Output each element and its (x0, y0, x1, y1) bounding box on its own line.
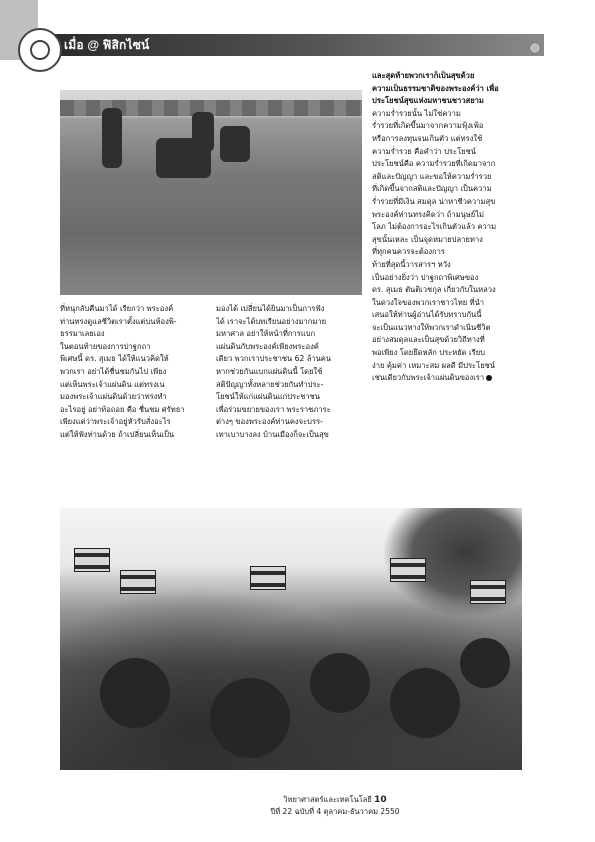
text-line: หรือการลงทุนจนเกินตัว แต่ทรงใช้ (372, 133, 483, 143)
journal-name: วิทยาศาสตร์และเทคโนโลยี (283, 795, 372, 804)
text-column-left (60, 303, 205, 442)
page-footer (270, 794, 400, 817)
text-line: ในตอนท้ายของการปาฐกถา (60, 341, 151, 351)
text-line: พระองค์ท่านทรงคิดว่า ถ้ามนุษย์ไม่ (372, 209, 485, 219)
text-line: เสนอให้ท่านผู้อ่านได้รับทราบกันนี้ (372, 310, 482, 320)
text-line: ร่ำรวยที่มีเงิน สมดุล น่าหาชีวความสุข (372, 196, 496, 206)
text-line: อะไรอยู่ อย่าท้อถอย คือ ชื่นชม ศรัทธา (60, 404, 185, 414)
text-line: เช่นเดียวกับพระเจ้าแผ่นดินของเรา (372, 372, 522, 385)
text-line: ประโยชน์สุขแห่งมหาชนชาวสยาม (372, 96, 484, 106)
text-line: เพียงแต่ว่าพระเจ้าอยู่หัวรับสั่งอะไร (60, 417, 171, 427)
flag-icon (74, 548, 110, 572)
text-line: โลภ ไม่ต้องการอะไรเกินตัวแล้ว ความ (372, 222, 497, 232)
text-line: จะเป็นแนวทางให้พวกเราดำเนินชีวิต (372, 322, 491, 332)
text-line: เป็นอย่างยิ่งว่า ปาฐกถาพิเศษของ (372, 272, 479, 282)
text-line: โยชน์ให้แก่แผ่นดินแก่ประชาชน (216, 392, 320, 402)
issue-info: ปีที่ 22 ฉบับที่ 4 ตุลาคม-ธันวาคม 2550 (270, 807, 400, 816)
text-line: พวกเรา อย่าได้ชื่นชมกันไป เพียง (60, 366, 167, 376)
flag-icon (120, 570, 156, 594)
text-line: ง่าย คุ้มค่า เหมาะสม ผลดี มีประโยชน์ (372, 360, 495, 370)
crowd-head (100, 658, 170, 728)
text-line: ดร. สุเมธ ตันติเวชกุล เกี่ยวกับในหลวง (372, 285, 496, 295)
text-line: ที่เกิดขึ้นจากสติและปัญญา เป็นความ (372, 184, 492, 194)
flag-icon (250, 566, 286, 590)
text-line: ต่างๆ ของพระองค์ท่านคงจะบรร- (216, 417, 323, 427)
text-line: ท่านทรงดูแลชีวิตเราตั้งแต่บนห้องพิ- (60, 316, 177, 326)
text-line: พิเศษนี้ ดร. สุเมธ ได้ให้แนวคิดให้ (60, 354, 169, 364)
person-figure (102, 108, 122, 168)
page-header (0, 0, 595, 60)
text-line: มองได้ เปลี่ยนได้ยินมาเป็นการฟัง (216, 304, 325, 313)
crowd-head (210, 678, 290, 758)
text-line: และสุดท้ายพวกเราก็เป็นสุขด้วย (372, 71, 475, 80)
crowd-head (390, 668, 460, 738)
text-line: พอเพียง โดยยึดหลัก ประหยัด เรียบ (372, 348, 485, 358)
text-line: แต่ให้ฟังท่านด้วย ถ้าเปลี่ยนเห็นเป็น (60, 429, 175, 439)
text-line: ความร่ำรวยนั้น ไม่ใช่ความ (372, 108, 461, 118)
header-dot-icon (529, 42, 541, 54)
text-line: ธรรมาเลยเอง (60, 329, 105, 339)
text-line: ท้ายที่สุดนี้วารสารฯ หวัง (372, 259, 451, 269)
field-workers-photo (60, 90, 362, 295)
text-line: สติปัญญาทั้งหลายช่วยกันทำประ- (216, 379, 324, 389)
text-line: เดียว พวกเราประชาชน 62 ล้านคน (216, 354, 332, 364)
end-mark-icon (486, 375, 492, 381)
text-line: สติและปัญญา และขอให้ความร่ำรวย (372, 171, 492, 181)
text-column-right (372, 70, 522, 385)
text-line: หากช่วยกันแบกแผ่นดินนี้ โดยใช้ (216, 366, 323, 376)
crowd-head (460, 638, 510, 688)
flag-icon (390, 558, 426, 582)
crowd-with-flags-photo (60, 508, 522, 770)
page-number: 10 (374, 795, 387, 805)
target-circle-icon (18, 28, 62, 72)
section-title: เมื่อ @ ฟิสิกไซน์ (64, 38, 150, 52)
text-column-middle (216, 303, 362, 442)
text-line: ความเป็นธรรมชาติของพระองค์ว่า เพื่อ (372, 83, 499, 93)
crowd-head (310, 653, 370, 713)
person-figure (192, 112, 214, 152)
text-line: เพื่อร่วมขยายของเรา พระราชภาระ (216, 404, 331, 414)
person-figure (220, 126, 250, 162)
text-line: ที่หนุกลับคืนมาได้ เรียกว่า พระองค์ (60, 304, 174, 313)
text-line: สุขนั้นเหละ เป็นจุดหมายปลายทาง (372, 234, 483, 244)
text-line: แต่เห็นพระเจ้าแผ่นดิน แต่ทรงเน (60, 379, 165, 389)
text-line: ในดวงใจของพวกเราชาวไทย ที่นำ (372, 297, 485, 307)
text-line: ได้ เราจะได้บทเรียนอย่างมากมาย (216, 316, 327, 326)
text-line: แผ่นดินกับพระองค์เพียงพระองค์ (216, 341, 319, 351)
text-line: อย่างสมดุลและเป็นสุขด้วยวิถีทางที่ (372, 335, 485, 345)
text-line: ร่ำรวยที่เกิดขึ้นมาจากความฟุ้งเฟ้อ (372, 121, 484, 131)
text-line: ที่ทุกคนควรจะต้องการ (372, 247, 445, 257)
text-line: มองพระเจ้าแผ่นดินด้วยว่าทรงทำ (60, 392, 167, 402)
text-line: มหาศาล อย่าให้หน้าที่การแบก (216, 329, 316, 339)
text-line: ประโยชน์คือ ความร่ำรวยที่เกิดมาจาก (372, 159, 496, 169)
text-line: เทาเบาบางลง บ้านเมืองก็จะเป็นสุข (216, 429, 329, 439)
flag-icon (470, 580, 506, 604)
text-line: ความร่ำรวย คือคำว่า ประโยชน์ (372, 146, 476, 156)
